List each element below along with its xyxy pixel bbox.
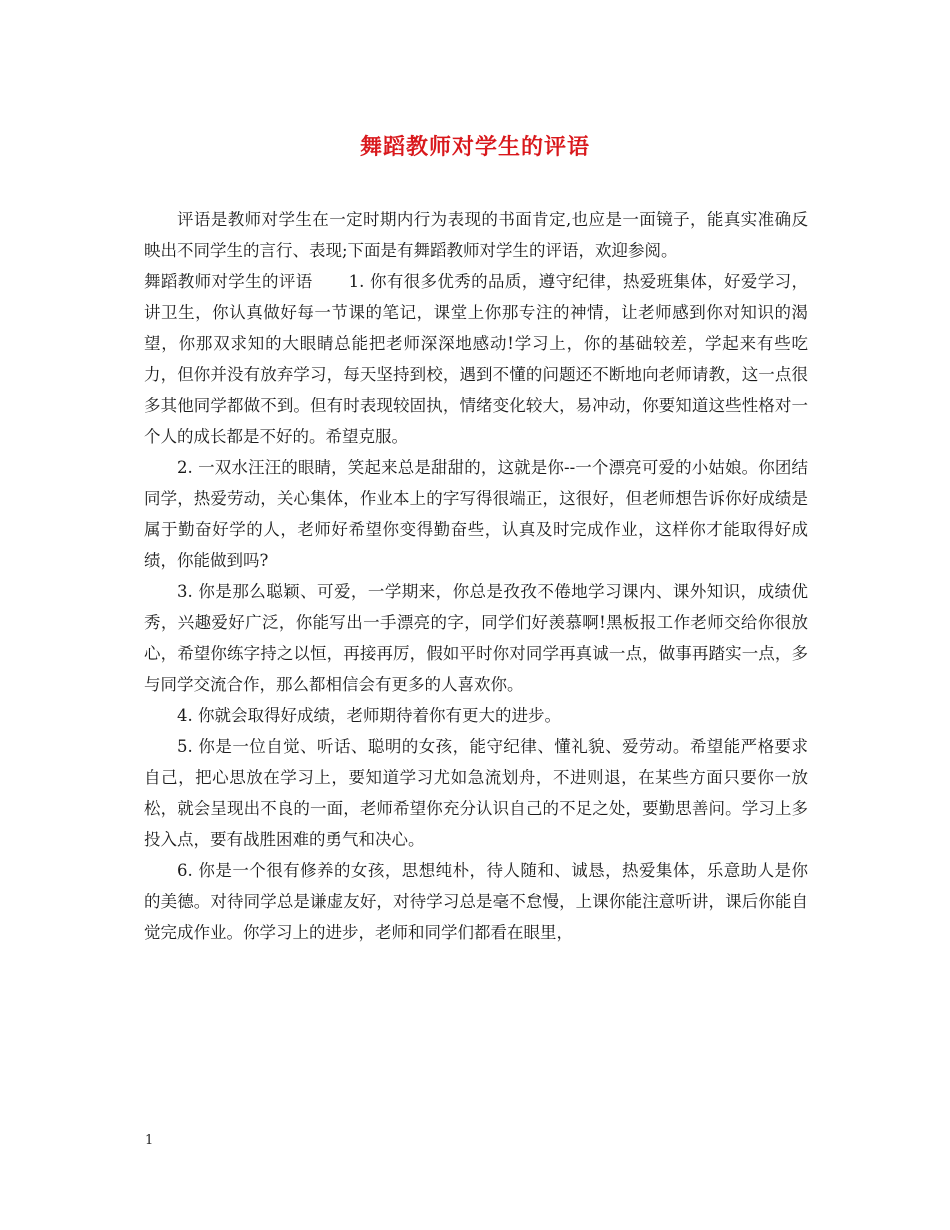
item-5-paragraph: 5. 你是一位自觉、听话、聪明的女孩，能守纪律、懂礼貌、爱劳动。希望能严格要求自己，把心思放在学习上，要知道学习尤如急流划舟，不进则退，在某些方面只要你一放松，就会呈现出不良的一面，老师希望你充分认识自己的不足之处，要勤思善问。学习上多投入点，要有战胜困难的勇气和决心。 — [144, 737, 808, 849]
item-2-paragraph: 2. 一双水汪汪的眼睛，笑起来总是甜甜的，这就是你--一个漂亮可爱的小姑娘。你团结同学，热爱劳动，关心集体，作业本上的字写得很端正，这很好，但老师想告诉你好成绩是属于勤奋好学的人，老师好希望你变得勤奋些，认真及时完成作业，这样你才能取得好成绩，你能做到吗? — [144, 458, 808, 570]
item-3-paragraph: 3. 你是那么聪颖、可爱，一学期来，你总是孜孜不倦地学习课内、课外知识，成绩优秀，兴趣爱好广泛，你能写出一手漂亮的字，同学们好羡慕啊!黑板报工作老师交给你很放心，希望你练字持之以恒，再接再厉，假如平时你对同学再真诚一点，做事再踏实一点，多与同学交流合作，那么都相信会有更多的人喜欢你。 — [144, 582, 808, 694]
intro-paragraph: 评语是教师对学生在一定时期内行为表现的书面肯定,也应是一面镜子，能真实准确反映出不同学生的言行、表现;下面是有舞蹈教师对学生的评语，欢迎参阅。 — [144, 210, 808, 260]
item-6-paragraph: 6. 你是一个很有修养的女孩，思想纯朴，待人随和、诚恳，热爱集体，乐意助人是你的美德。对待同学总是谦虚友好，对待学习总是毫不怠慢，上课你能注意听讲，课后你能自觉完成作业。你学习上的进步，老师和同学们都看在眼里， — [144, 861, 808, 942]
section-subheading: 舞蹈教师对学生的评语 — [144, 272, 313, 291]
item-1-paragraph — [144, 266, 808, 452]
document-title: 舞蹈教师对学生的评语 — [359, 134, 590, 160]
item-1-text: 1. 你有很多优秀的品质，遵守纪律，热爱班集体，好爱学习，讲卫生，你认真做好每一节课的笔记，课堂上你那专注的神情，让老师感到你对知识的渴望，你那双求知的大眼睛总能把老师深深地感动!学习上，你的基础较差，学起来有些吃力，但你并没有放弃学习，每天坚持到校，遇到不懂的问题还不断地向老师请教，这一点很多其他同学都做不到。但有时表现较固执，情绪变化较大，易冲动，你要知道这些性格对一个人的成长都是不好的。希望克服。 — [144, 272, 809, 446]
page-number: 1 — [145, 1133, 154, 1148]
item-4-paragraph: 4. 你就会取得好成绩，老师期待着你有更大的进步。 — [177, 706, 561, 725]
document-body — [144, 204, 808, 948]
